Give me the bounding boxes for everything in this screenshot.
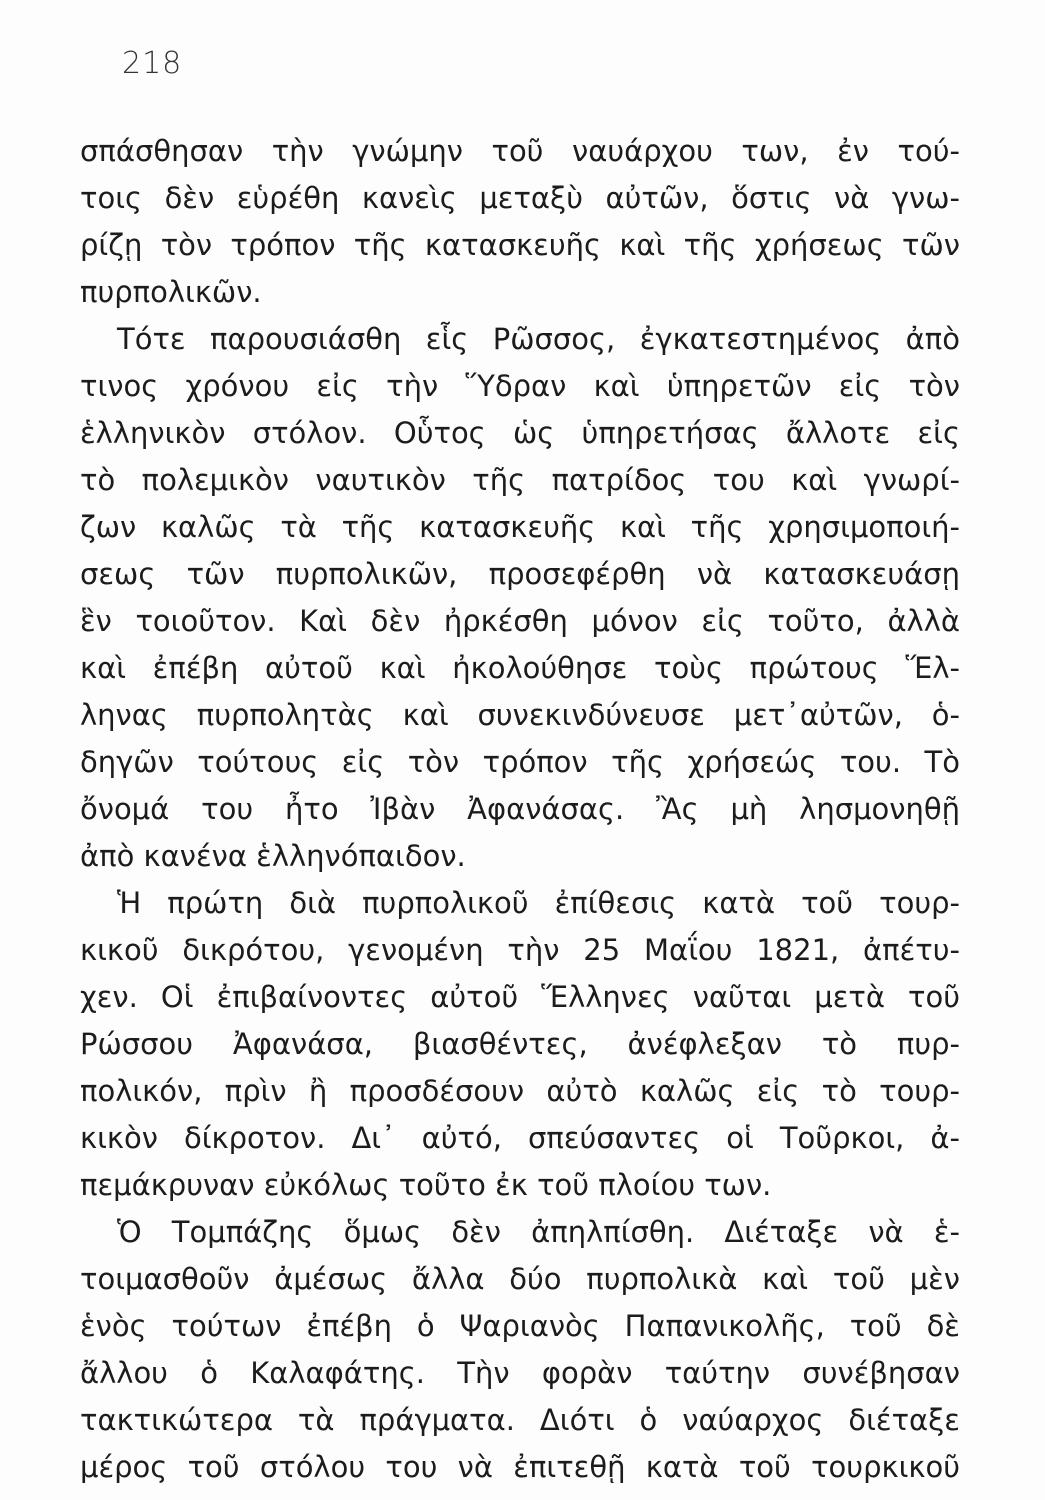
text-line: μέρος τοῦ στόλου του νὰ ἐπιτεθῇ κατὰ τοῦ τουρκικοῦ — [80, 1450, 960, 1484]
text-line: τακτικώτερα τὰ πράγματα. Διότι ὁ ναύαρχος διέταξε — [80, 1403, 960, 1437]
text-line: δηγῶν τούτους εἰς τὸν τρόπον τῆς χρήσεώς του. Τὸ — [80, 745, 960, 779]
page-number: 218 — [122, 46, 183, 81]
text-line: Ρώσσου Ἀφανάσα, βιασθέντες, ἀνέφλεξαν τὸ πυρ- — [80, 1027, 960, 1061]
text-line: ἀπὸ κανένα ἑλληνόπαιδον. — [80, 839, 466, 873]
text-line: κικὸν δίκροτον. Δι᾽ αὐτό, σπεύσαντες οἱ Τοῦρκοι, ἀ- — [80, 1121, 960, 1155]
text-line: σπάσθησαν τὴν γνώμην τοῦ ναυάρχου των, ἐν τού- — [80, 134, 960, 168]
text-line: τὸ πολεμικὸν ναυτικὸν τῆς πατρίδος του καὶ γνωρί- — [80, 463, 960, 497]
text-line: ρίζῃ τὸν τρόπον τῆς κατασκευῆς καὶ τῆς χρήσεως τῶν — [80, 228, 960, 262]
text-line: τοις δὲν εὑρέθη κανεὶς μεταξὺ αὐτῶν, ὅστις νὰ γνω- — [80, 181, 960, 215]
text-line: τινος χρόνου εἰς τὴν Ὕδραν καὶ ὑπηρετῶν εἰς τὸν — [80, 369, 960, 403]
text-line: ἑλληνικὸν στόλον. Οὗτος ὡς ὑπηρετήσας ἄλλοτε εἰς — [80, 416, 960, 450]
text-line: Ἡ πρώτη διὰ πυρπολικοῦ ἐπίθεσις κατὰ τοῦ τουρ- — [117, 886, 960, 920]
text-line: κικοῦ δικρότου, γενομένη τὴν 25 Μαΐου 1821, ἀπέτυ- — [80, 933, 960, 967]
text-line: τοιμασθοῦν ἀμέσως ἄλλα δύο πυρπολικὰ καὶ τοῦ μὲν — [80, 1262, 960, 1296]
text-line: ὄνομά του ἦτο Ἰβὰν Ἀφανάσας. Ἂς μὴ λησμονηθῇ — [80, 792, 960, 826]
text-line: Τότε παρουσιάσθη εἷς Ρῶσσος, ἐγκατεστημένος ἀπὸ — [117, 322, 960, 356]
text-line: ζων καλῶς τὰ τῆς κατασκευῆς καὶ τῆς χρησιμοποιή- — [80, 510, 960, 544]
text-line: ληνας πυρπολητὰς καὶ συνεκινδύνευσε μετ᾽αὐτῶν, ὁ- — [80, 698, 960, 732]
text-line: Ὁ Τομπάζης ὅμως δὲν ἀπηλπίσθη. Διέταξε νὰ ἑ- — [117, 1215, 960, 1249]
text-line: χεν. Οἱ ἐπιβαίνοντες αὐτοῦ Ἕλληνες ναῦται μετὰ τοῦ — [80, 980, 960, 1014]
text-line: ἓν τοιοῦτον. Καὶ δὲν ἠρκέσθη μόνον εἰς τοῦτο, ἀλλὰ — [80, 604, 960, 638]
text-line: πεμάκρυναν εὐκόλως τοῦτο ἐκ τοῦ πλοίου των. — [80, 1168, 772, 1202]
text-line: σεως τῶν πυρπολικῶν, προσεφέρθη νὰ κατασκευάσῃ — [80, 557, 960, 591]
text-line: ἑνὸς τούτων ἐπέβη ὁ Ψαριανὸς Παπανικολῆς, τοῦ δὲ — [80, 1309, 960, 1343]
text-line: πυρπολικῶν. — [80, 275, 262, 309]
text-line: ἄλλου ὁ Καλαφάτης. Τὴν φορὰν ταύτην συνέβησαν — [80, 1356, 960, 1390]
body-text — [80, 128, 960, 1491]
text-line: πολικόν, πρὶν ἢ προσδέσουν αὐτὸ καλῶς εἰς τὸ τουρ- — [80, 1074, 960, 1108]
text-line: καὶ ἐπέβη αὐτοῦ καὶ ἠκολούθησε τοὺς πρώτους Ἕλ- — [80, 651, 960, 685]
